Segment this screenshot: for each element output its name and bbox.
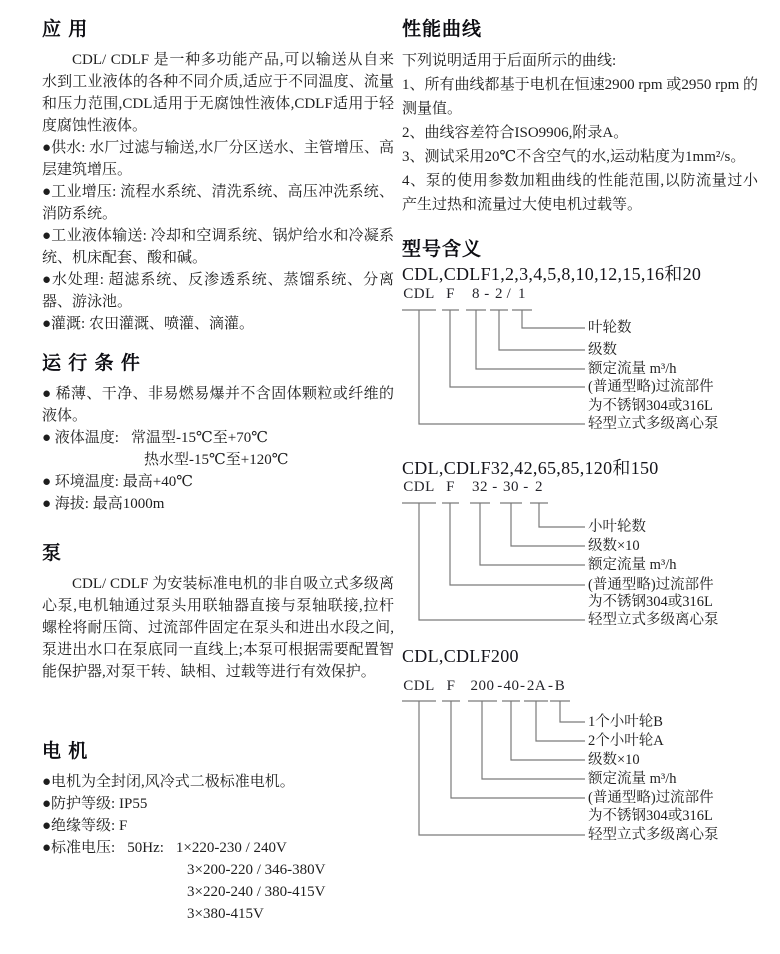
- model2-code-diagram: [402, 479, 754, 631]
- model1-label-material-2: 为不锈钢304或316L: [588, 398, 713, 414]
- model1-code-diagram: [402, 286, 754, 436]
- performance-intro: 下列说明适用于后面所示的曲线:: [402, 53, 617, 69]
- model1-heading: CDL,CDLF1,2,3,4,5,8,10,12,15,16和20: [402, 264, 702, 284]
- application-bullet-water-supply: ●供水: 水厂过滤与输送,水厂分区送水、主管增压、高层建筑增压。: [42, 140, 394, 178]
- connector-stages: [499, 310, 585, 350]
- application-title: 应 用: [42, 19, 89, 40]
- performance-note-4: 4、泵的使用参数加粗曲线的性能范围,以防流量过小产生过热和流量过大使电机过载等。: [402, 173, 758, 213]
- section-pump: [42, 538, 394, 683]
- connector-stages: [511, 701, 585, 760]
- model2-token-flow: 32: [472, 479, 488, 495]
- section-performance-curves: [402, 14, 758, 217]
- operating-title: 运 行 条 件: [42, 353, 141, 374]
- model1-label-impellers: 叶轮数: [588, 320, 632, 336]
- voltage-value-3: 3×220-240 / 380-415V: [187, 884, 326, 900]
- model2-token-dash-1: -: [492, 479, 498, 495]
- application-intro: CDL/ CDLF 是一种多功能产品,可以输送从自来水到工业液体的各种不同介质,适应于不同温度、流量和压力范围,CDL适用于无腐蚀性液体,CDLF适用于轻度腐蚀性液体。: [42, 52, 394, 134]
- operating-bullet-ambient: ● 环境温度: 最高+40℃: [42, 474, 193, 490]
- model2-label-small-impellers: 小叶轮数: [588, 519, 646, 535]
- model1-token-slash: /: [506, 286, 512, 302]
- model2-token-material: F: [446, 479, 455, 495]
- pump-title: 泵: [42, 543, 63, 564]
- connector-series: [419, 503, 585, 620]
- model3-heading: CDL,CDLF200: [402, 646, 519, 666]
- voltage-label: ●标准电压:: [42, 840, 116, 856]
- model2-token-dash-2: -: [523, 479, 529, 495]
- model3-token-impeller-b: B: [554, 678, 566, 694]
- connector-material: [450, 310, 585, 387]
- voltage-value-4: 3×380-415V: [187, 906, 264, 922]
- motor-bullet-enclosure: ●电机为全封闭,风冷式二极标准电机。: [42, 774, 295, 790]
- model3-token-dash-2: -: [520, 678, 526, 694]
- model3-label-impeller-a: 2个小叶轮A: [588, 733, 664, 749]
- pump-intro: CDL/ CDLF 为安装标准电机的非自吸立式多级离心泵,电机轴通过泵头用联轴器直接与泵轴联接,拉杆螺栓将耐压筒、过流部件固定在泵头和进出水段之间,泵进出水口在泵底同一直线上;本泵可根据需要配置智能保护器,对泵干转、缺相、过载等进行有效保护。: [42, 576, 394, 680]
- model3-token-dash-1: -: [497, 678, 503, 694]
- operating-bullet-altitude: ● 海拔: 最高1000m: [42, 496, 165, 512]
- performance-note-3: 3、测试采用20℃不含空气的水,运动粘度为1mm²/s。: [402, 149, 746, 165]
- model1-label-material-1: (普通型略)过流部件: [588, 379, 714, 395]
- model3-label-flow: 额定流量 m³/h: [588, 771, 677, 787]
- model1-token-series: CDL: [403, 286, 435, 302]
- performance-title: 性能曲线: [402, 19, 483, 40]
- voltage-value-1: 1×220-230 / 240V: [175, 840, 287, 856]
- motor-bullet-insulation: ●绝缘等级: F: [42, 818, 128, 834]
- model1-token-flow: 8: [472, 286, 480, 302]
- operating-bullet-liquid-temp: [42, 427, 394, 449]
- model3-token-impeller-a: 2A: [526, 678, 547, 694]
- connector-impeller-b: [560, 701, 585, 722]
- model1-token-stages: 2: [495, 286, 503, 302]
- model2-token-series: CDL: [403, 479, 435, 495]
- application-bullet-water-treatment: ●水处理: 超滤系统、反渗透系统、蒸馏系统、分离器、游泳池。: [42, 272, 394, 310]
- connector-flow: [480, 503, 585, 565]
- connector-flow: [476, 310, 585, 369]
- model2-heading: CDL,CDLF32,42,65,85,120和150: [402, 458, 659, 478]
- liquid-temp-label: ● 液体温度:: [42, 430, 119, 446]
- performance-note-1: 1、所有曲线都基于电机在恒速2900 rpm 或2950 rpm 的测量值。: [402, 77, 758, 117]
- model2-token-small-impellers: 2: [535, 479, 543, 495]
- model2-token-stages: 30: [503, 479, 519, 495]
- model1-label-flow: 额定流量 m³/h: [588, 361, 677, 377]
- model3-label-material-1: (普通型略)过流部件: [588, 790, 714, 806]
- motor-title: 电 机: [42, 741, 89, 762]
- model1-label-stages: 级数: [588, 342, 617, 358]
- motor-bullet-voltage: [42, 837, 394, 859]
- connector-impellers: [522, 310, 585, 328]
- connector-flow: [482, 701, 585, 779]
- model1-token-material: F: [446, 286, 455, 302]
- model1-token-dash: -: [484, 286, 490, 302]
- connector-small-impellers: [539, 503, 585, 527]
- model1-token-impellers: 1: [518, 286, 526, 302]
- model3-label-material-2: 为不锈钢304或316L: [588, 808, 713, 824]
- application-bullet-irrigation: ●灌溉: 农田灌溉、喷灌、滴灌。: [42, 316, 254, 332]
- model2-label-series: 轻型立式多级离心泵: [588, 612, 719, 628]
- voltage-value-2: 3×200-220 / 346-380V: [187, 862, 326, 878]
- model2-label-material-2: 为不锈钢304或316L: [588, 594, 713, 610]
- connector-stages: [511, 503, 585, 546]
- model3-token-material: F: [446, 678, 456, 694]
- model2-label-stages: 级数×10: [588, 538, 640, 554]
- model3-token-flow: 200: [470, 678, 495, 694]
- model2-label-material-1: (普通型略)过流部件: [588, 577, 714, 593]
- model1-label-series: 轻型立式多级离心泵: [588, 416, 719, 432]
- model3-token-dash-3: -: [548, 678, 554, 694]
- application-bullet-liquid-transfer: ●工业液体输送: 冷却和空调系统、锅炉给水和冷凝系统、机床配套、酸和碱。: [42, 228, 394, 266]
- connector-material: [451, 701, 585, 798]
- connector-series: [419, 310, 585, 424]
- model3-label-stages: 级数×10: [588, 752, 640, 768]
- model2-label-flow: 额定流量 m³/h: [588, 557, 677, 573]
- application-bullet-industrial-boost: ●工业增压: 流程水系统、清洗系统、高压冲洗系统、消防系统。: [42, 184, 394, 222]
- performance-note-2: 2、曲线容差符合ISO9906,附录A。: [402, 125, 629, 141]
- model3-label-impeller-b: 1个小叶轮B: [588, 714, 663, 730]
- frequency-label: 50Hz:: [127, 840, 164, 856]
- section-operating-conditions: [42, 348, 394, 515]
- model3-token-stages: 40: [503, 678, 520, 694]
- operating-bullet-fluid: ● 稀薄、干净、非易燃易爆并不含固体颗粒或纤维的液体。: [42, 386, 394, 424]
- model3-code-diagram: [402, 678, 754, 848]
- model3-label-series: 轻型立式多级离心泵: [588, 827, 719, 843]
- model3-token-series: CDL: [403, 678, 435, 694]
- section-motor: [42, 736, 394, 925]
- liquid-temp-normal: 常温型-15℃至+70℃: [130, 430, 268, 446]
- connector-material: [450, 503, 585, 585]
- liquid-temp-hot: 热水型-15℃至+120℃: [144, 452, 289, 468]
- motor-bullet-protection: ●防护等级: IP55: [42, 796, 148, 812]
- models-title: 型号含义: [402, 239, 483, 260]
- section-application: [42, 14, 394, 335]
